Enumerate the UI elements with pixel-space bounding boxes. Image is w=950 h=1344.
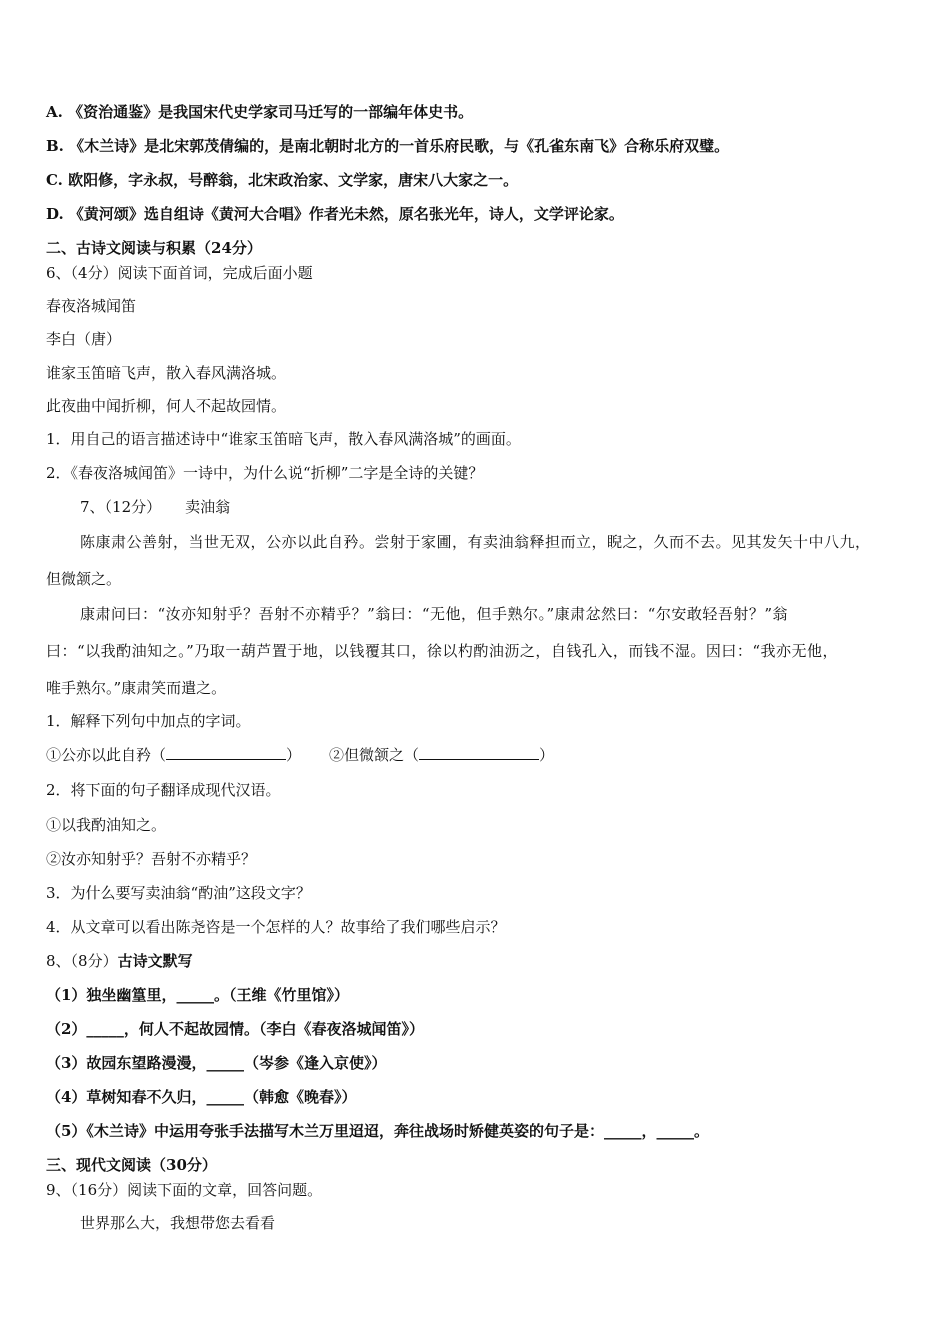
question-7-title: 卖油翁 xyxy=(185,498,231,516)
passage-para-2-line-3: 唯手熟尔。”康肃笑而遣之。 xyxy=(46,679,227,697)
recitation-item-3: （3）故园东望路漫漫，_____（岑参《逢入京使》） xyxy=(46,1054,387,1072)
passage-para-1-line-1: 陈康肃公善射，当世无双，公亦以此自矜。尝射于家圃，有卖油翁释担而立，睨之，久而不去。见其发矢十中八九， xyxy=(80,533,871,551)
passage-para-2-line-2: 曰：“以我酌油知之。”乃取一葫芦置于地，以钱覆其口，徐以杓酌油沥之，自钱孔入，而钱不湿。因曰：“我亦无他， xyxy=(46,642,839,660)
passage-para-2-line-1: 康肃问曰：“汝亦知射乎？吾射不亦精乎？”翁曰：“无他，但手熟尔。”康肃忿然曰：“尔安敢轻吾射？”翁 xyxy=(80,605,789,623)
answer-blank-b[interactable] xyxy=(419,745,539,760)
option-a: A. 《资治通鉴》是我国宋代史学家司马迁写的一部编年体史书。 xyxy=(46,103,474,121)
option-d: D. 《黄河颂》选自组诗《黄河大合唱》作者光未然，原名张光年，诗人，文学评论家。 xyxy=(46,205,624,223)
question-8-title: 古诗文默写 xyxy=(117,952,193,970)
question-7-sub-1: 1．解释下列句中加点的字词。 xyxy=(46,712,251,730)
question-7-sub-2: 2．将下面的句子翻译成现代汉语。 xyxy=(46,781,281,799)
answer-blank-a[interactable] xyxy=(166,745,286,760)
question-8-number: 8、（8分） xyxy=(46,952,118,970)
poem-title: 春夜洛城闻笛 xyxy=(46,297,137,315)
passage-para-1-line-2: 但微颔之。 xyxy=(46,570,122,588)
question-6-intro: 6、（4分）阅读下面首词，完成后面小题 xyxy=(46,264,313,282)
question-9-intro: 9、（16分）阅读下面的文章，回答问题。 xyxy=(46,1181,323,1199)
question-6-sub-2: 2．《春夜洛城闻笛》一诗中，为什么说“折柳”二字是全诗的关键？ xyxy=(46,464,484,482)
recitation-item-2: （2）_____，何人不起故园情。（李白《春夜洛城闻笛》） xyxy=(46,1020,424,1038)
blank-b-prefix: ②但微颔之（ xyxy=(329,746,420,764)
section-3-heading: 三、现代文阅读（30分） xyxy=(46,1156,217,1174)
question-7-sub-2-a: ①以我酌油知之。 xyxy=(46,816,167,834)
question-7-sub-3: 3．为什么要写卖油翁“酌油”这段文字？ xyxy=(46,884,311,902)
blank-a-prefix: ①公亦以此自矜（ xyxy=(46,746,167,764)
recitation-item-1: （1）独坐幽篁里，_____。（王维《竹里馆》） xyxy=(46,986,349,1004)
recitation-item-4: （4）草树知春不久归，_____（韩愈《晚春》） xyxy=(46,1088,357,1106)
poem-author: 李白（唐） xyxy=(46,330,122,348)
question-7-heading xyxy=(80,497,230,517)
blank-b-suffix: ） xyxy=(539,746,555,764)
option-b: B. 《木兰诗》是北宋郭茂倩编的，是南北朝时北方的一首乐府民歌，与《孔雀东南飞》合称乐府双璧。 xyxy=(46,137,730,155)
question-6-sub-1: 1．用自己的语言描述诗中“谁家玉笛暗飞声，散入春风满洛城”的画面。 xyxy=(46,430,521,448)
poem-line-2: 此夜曲中闻折柳，何人不起故园情。 xyxy=(46,397,287,415)
option-c: C. 欧阳修，字永叔，号醉翁，北宋政治家、文学家，唐宋八大家之一。 xyxy=(46,171,519,189)
question-7-sub-4: 4．从文章可以看出陈尧咨是一个怎样的人？故事给了我们哪些启示？ xyxy=(46,918,506,936)
section-2-heading: 二、古诗文阅读与积累（24分） xyxy=(46,239,262,257)
question-7-number: 7、（12分） xyxy=(80,498,162,516)
recitation-item-5: （5）《木兰诗》中运用夸张手法描写木兰万里迢迢，奔往战场时矫健英姿的句子是：_____，_____。 xyxy=(46,1122,709,1140)
question-8-heading xyxy=(46,951,193,971)
poem-line-1: 谁家玉笛暗飞声，散入春风满洛城。 xyxy=(46,364,287,382)
article-title: 世界那么大，我想带您去看看 xyxy=(80,1214,276,1232)
question-7-sub-2-b: ②汝亦知射乎？吾射不亦精乎？ xyxy=(46,850,257,868)
question-7-sub-1-blanks xyxy=(46,745,554,765)
blank-a-suffix: ） xyxy=(286,746,302,764)
